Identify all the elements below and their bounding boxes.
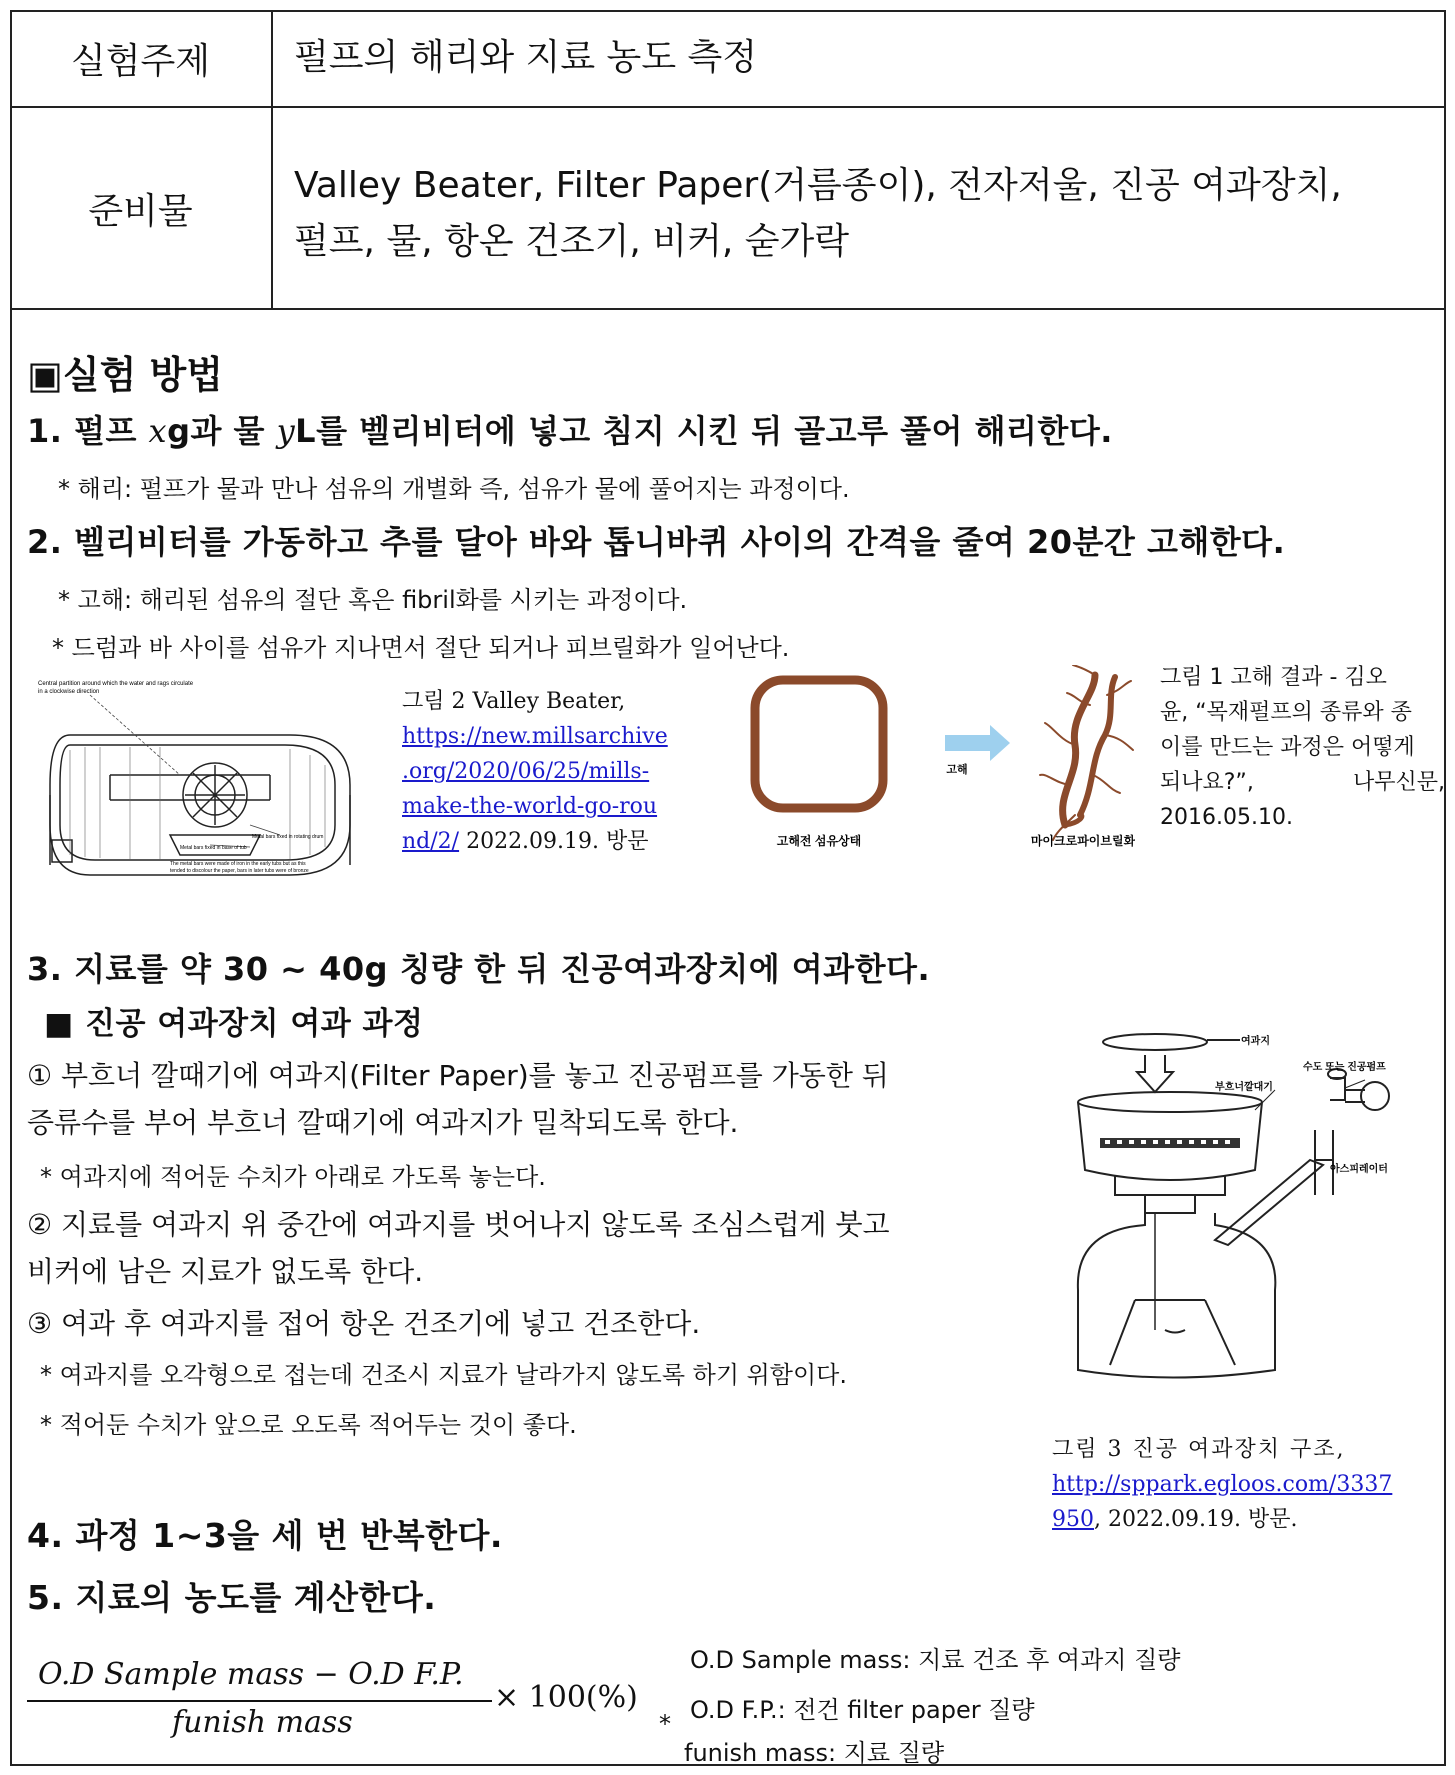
- step-3: 3. 지료를 약 30 ~ 40g 칭량 한 뒤 진공여과장치에 여과한다.: [27, 950, 931, 988]
- figure-3-visit: , 2022.09.19. 방문.: [1094, 1507, 1298, 1532]
- beater-label-note: The metal bars were made of iron in the early tubs but as this: [170, 861, 306, 867]
- vacuum-filtration-subtitle: ■ 진공 여과장치 여과 과정: [44, 1006, 424, 1042]
- topic-value: 펄프의 해리와 지료 농도 측정: [294, 37, 758, 78]
- definition-2: O.D F.P.: 전건 filter paper 질량: [690, 1696, 1035, 1724]
- figure-3-label-filter: 여과지: [1241, 1036, 1270, 1047]
- step-4: 4. 과정 1~3을 세 번 반복한다.: [27, 1516, 503, 1555]
- formula-denominator: funish mass: [172, 1705, 353, 1740]
- beater-label-partition: Central partition around which the water and rags circulate: [38, 681, 194, 687]
- step-1-part-c: L를 벨리비터에 넣고 침지 시킨 뒤 골고루 풀어 해리한다.: [295, 412, 1113, 450]
- procedure-1-line-1: ① 부흐너 깔때기에 여과지(Filter Paper)를 놓고 진공펌프를 가동한 뒤: [27, 1059, 889, 1092]
- figure-3-label-aspirator: 아스피레이터: [1330, 1164, 1388, 1175]
- procedure-3-note-1: * 여과지를 오각형으로 접는데 건조시 지료가 날라가지 않도록 하기 위함이다.: [40, 1361, 847, 1389]
- procedure-3-note-2: * 적어둔 수치가 앞으로 오도록 적어두는 것이 좋다.: [40, 1411, 577, 1439]
- valley-beater-figure: [30, 675, 370, 885]
- figure-1-caption-line-5: 2016.05.10.: [1160, 805, 1293, 830]
- procedure-1-line-2: 증류수를 부어 부흐너 깔때기에 여과지가 밀착되도록 한다.: [27, 1106, 739, 1139]
- method-title: ▣실험 방법: [27, 353, 223, 397]
- figure-1-left-label: 고해전 섬유상태: [776, 834, 862, 848]
- note-2a: * 고해: 해리된 섬유의 절단 혹은 fibril화를 시키는 과정이다.: [58, 586, 688, 614]
- procedure-1-note: * 여과지에 적어둔 수치가 아래로 가도록 놓는다.: [40, 1163, 546, 1191]
- figure-2-link-3[interactable]: make-the-world-go-rou: [402, 794, 658, 819]
- figure-2-visit: 2022.09.19. 방문: [459, 829, 649, 854]
- figure-3-caption: [1052, 1432, 1422, 1537]
- step-1-part-b: g과 물: [167, 412, 277, 450]
- note-2b: * 드럼과 바 사이를 섬유가 지나면서 절단 되거나 피브릴화가 일어난다.: [52, 634, 790, 662]
- topic-label: 실험주제: [10, 10, 273, 106]
- figure-1-caption-line-4a: 되나요?”,: [1160, 770, 1254, 795]
- step-1-var-y: y: [276, 412, 296, 450]
- topic-row: [10, 10, 1446, 108]
- materials-line-2: 펄프, 물, 항온 건조기, 비커, 숟가락: [294, 221, 850, 262]
- figure-1-caption-line-1: 그림 1 고해 결과 - 김오: [1160, 665, 1387, 690]
- step-5: 5. 지료의 농도를 계산한다.: [27, 1578, 437, 1617]
- definition-3: funish mass: 지료 질량: [684, 1739, 945, 1767]
- figure-2-link-1[interactable]: https://new.millsarchive: [402, 724, 668, 749]
- procedure-3-line-1: ③ 여과 후 여과지를 접어 항온 건조기에 넣고 건조한다.: [27, 1307, 701, 1340]
- formula-fraction-bar: [27, 1700, 492, 1702]
- definition-1: O.D Sample mass: 지료 건조 후 여과지 질량: [690, 1646, 1181, 1674]
- beater-label-drum: Metal bars fixed in rotating drum: [252, 834, 324, 840]
- procedure-2-line-1: ② 지료를 여과지 위 중간에 여과지를 벗어나지 않도록 조심스럽게 붓고: [27, 1208, 890, 1241]
- figure-2-caption-line-1: [402, 684, 697, 719]
- figure-1-arrow-label: 고해: [946, 764, 968, 776]
- definition-star: *: [659, 1710, 671, 1738]
- step-2: 2. 벨리비터를 가동하고 추를 달아 바와 톱니바퀴 사이의 간격을 줄여 20분간 고해한다.: [27, 523, 1286, 561]
- step-1: [27, 406, 1113, 452]
- formula-multiplier: × 100(%): [494, 1680, 638, 1715]
- figure-1-beating-result: [735, 665, 1135, 855]
- figure-1-caption-line-3: 이를 만드는 과정은 어떻게: [1160, 735, 1415, 760]
- figure-3-link-1[interactable]: http://sppark.egloos.com/3337: [1052, 1472, 1393, 1497]
- figure-3-label-pump: 수도 또는 진공펌프: [1303, 1062, 1386, 1073]
- materials-value: [294, 158, 1426, 270]
- procedure-2-line-2: 비커에 남은 지료가 없도록 한다.: [27, 1255, 424, 1288]
- figure-1-caption: [1160, 660, 1445, 835]
- figure-1-caption-line-4b: 나무신문,: [1352, 770, 1445, 795]
- figure-2-link-2[interactable]: .org/2020/06/25/mills-: [402, 759, 650, 784]
- materials-line-1: Valley Beater, Filter Paper(거름종이), 전자저울, 진공 여과장치,: [294, 165, 1342, 206]
- figure-1-caption-line-2: 윤, “목재펄프의 종류와 종: [1160, 700, 1412, 725]
- step-1-part-a: 1. 펄프: [27, 412, 149, 450]
- figure-2-caption-text: 그림 2 Valley Beater,: [402, 689, 626, 714]
- figure-3-label-funnel: 부흐너깔대기: [1215, 1082, 1273, 1093]
- figure-3-vacuum-apparatus: [1075, 1000, 1420, 1385]
- materials-label: 준비물: [10, 108, 273, 308]
- beater-label-base: Metal bars fixed in base of tub: [180, 845, 247, 851]
- note-1: * 해리: 펄프가 물과 만나 섬유의 개별화 즉, 섬유가 물에 풀어지는 과정이다.: [58, 475, 850, 503]
- figure-1-right-label: 마이크로파이브릴화: [1030, 834, 1135, 848]
- materials-row: [10, 108, 1446, 310]
- figure-2-caption: [402, 684, 697, 859]
- beater-label-note-2: tended to discolour the paper, bars in later tubs were of bronze: [170, 868, 309, 874]
- beater-label-partition-2: in a clockwise direction: [38, 689, 100, 695]
- formula-numerator: O.D Sample mass − O.D F.P.: [38, 1657, 464, 1692]
- figure-2-link-4[interactable]: nd/2/: [402, 829, 460, 854]
- figure-3-caption-line-1: 그림 3 진공 여과장치 구조,: [1052, 1437, 1346, 1462]
- step-1-var-x: x: [148, 412, 168, 450]
- figure-3-link-2[interactable]: 950: [1052, 1507, 1094, 1532]
- figure-1-caption-line-4: [1160, 765, 1445, 800]
